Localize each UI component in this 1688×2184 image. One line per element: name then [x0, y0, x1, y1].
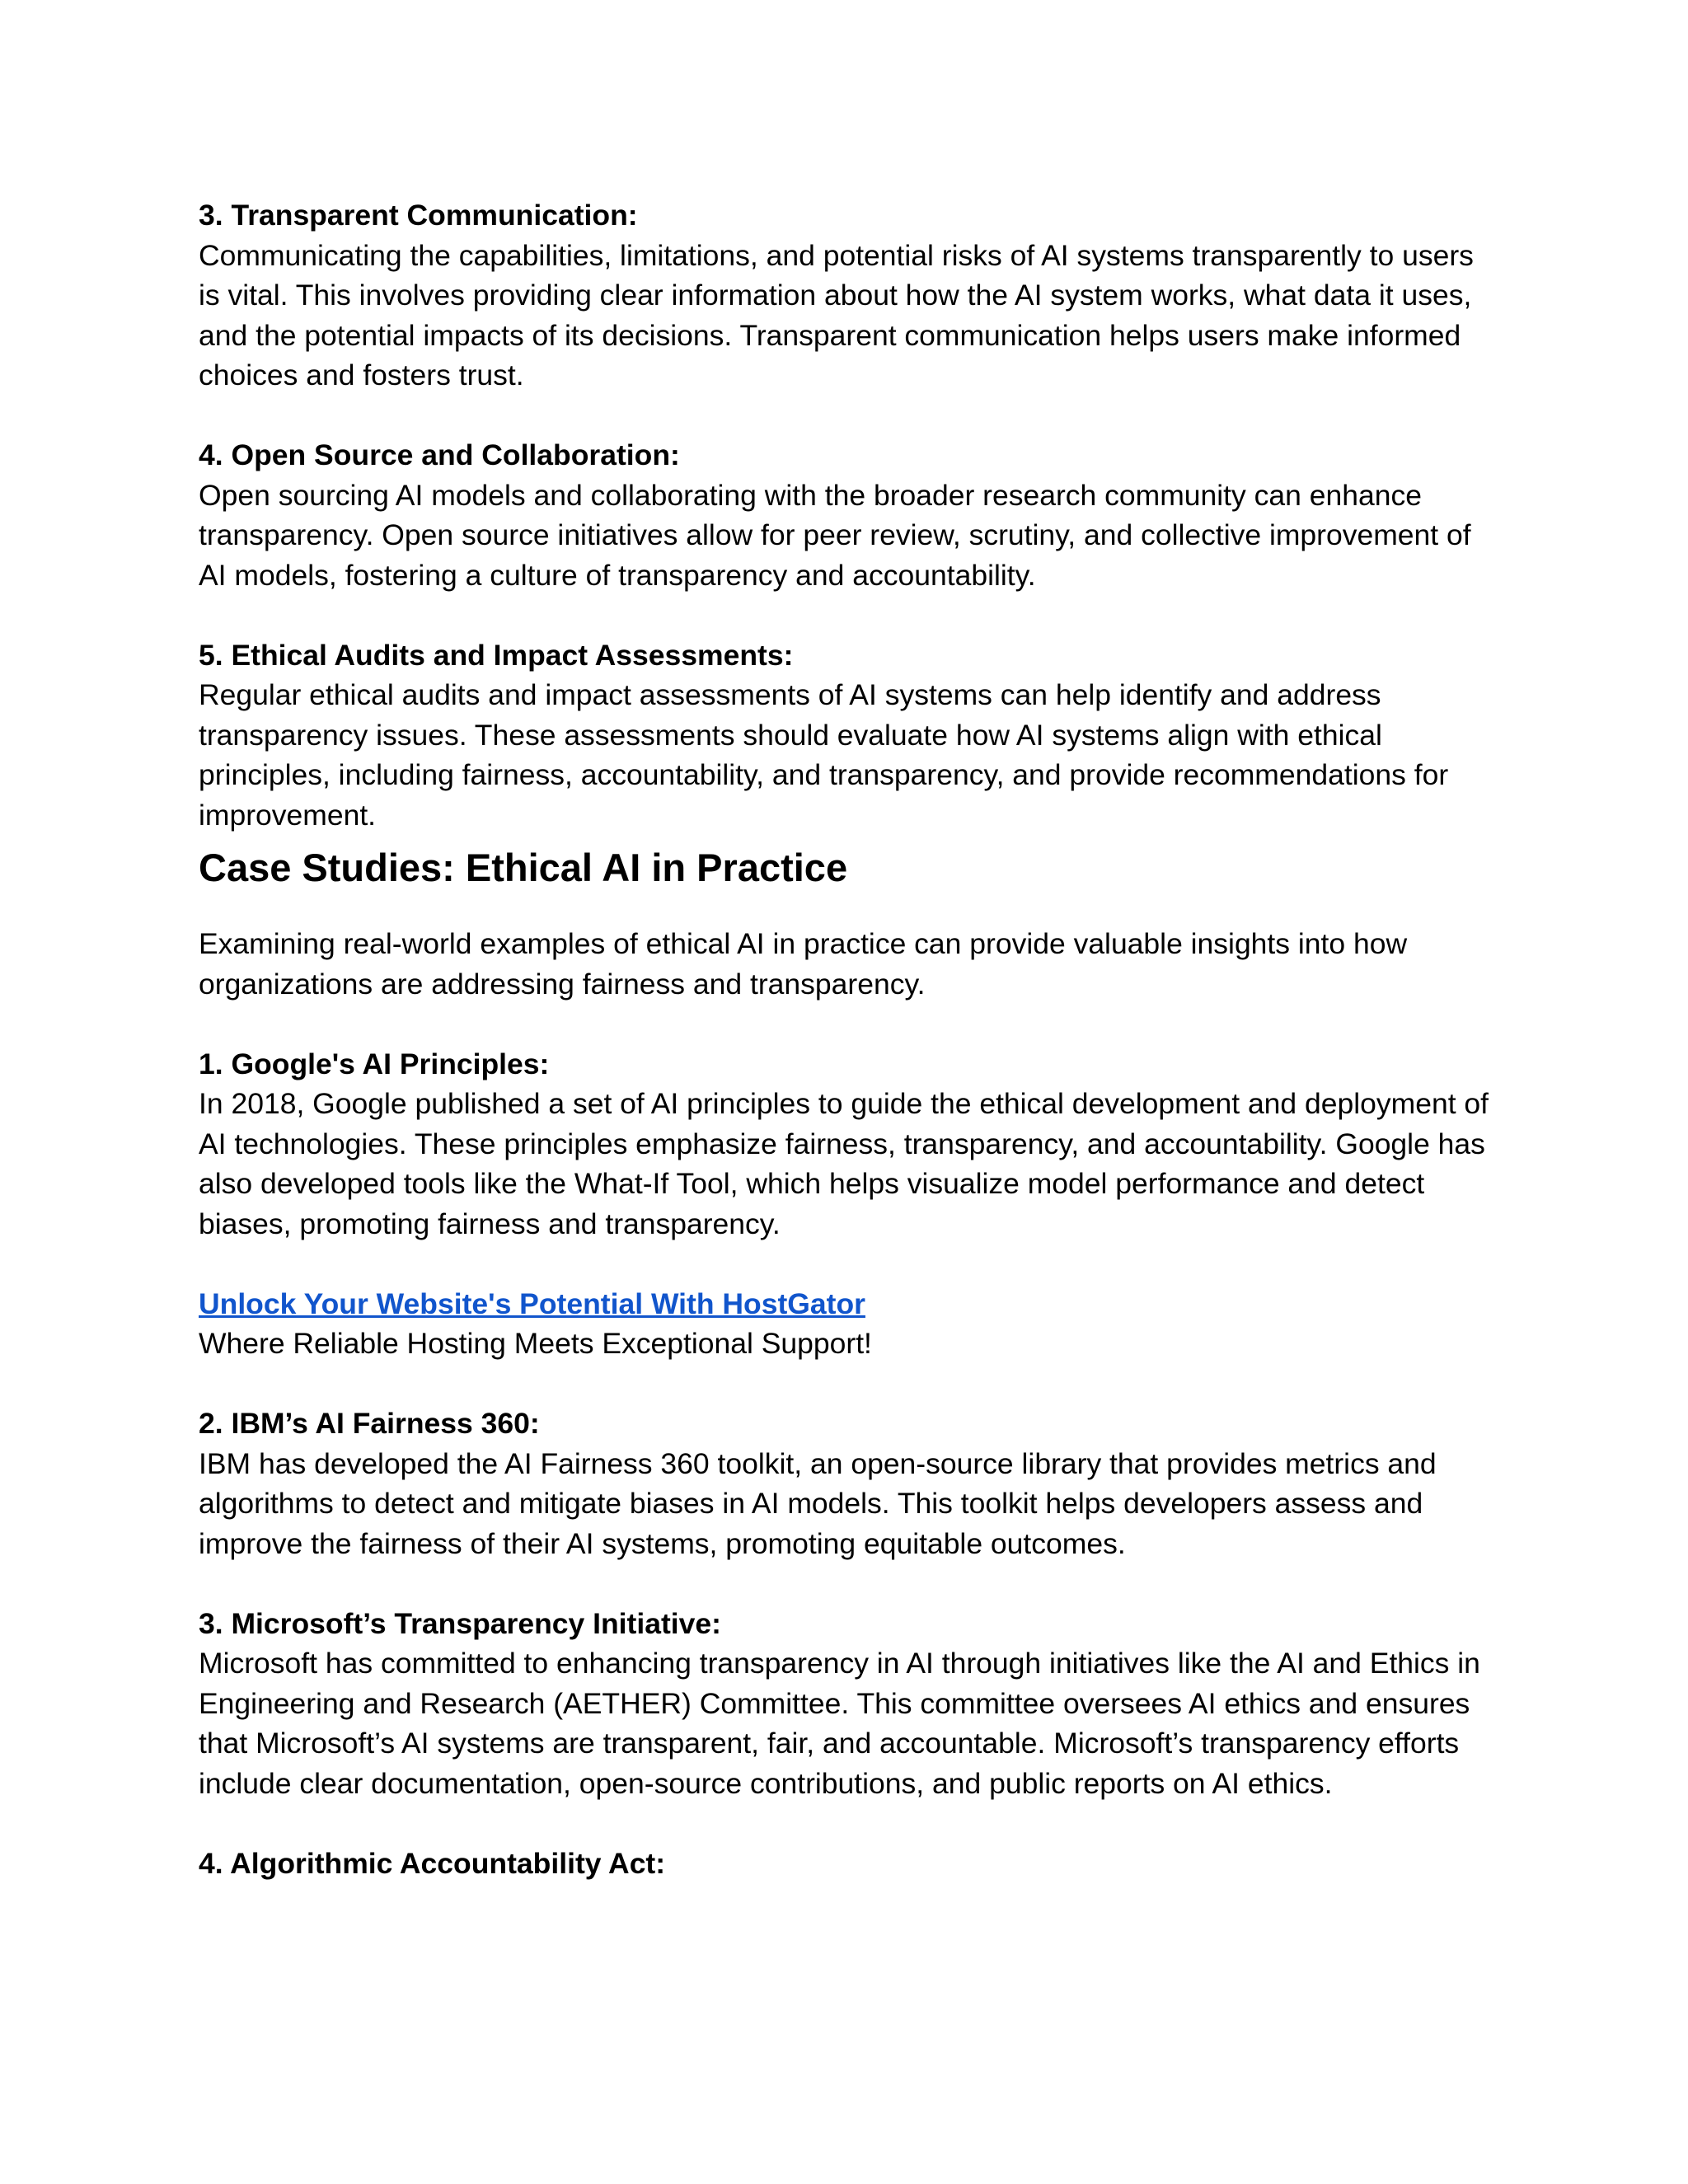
promo-tagline: Where Reliable Hosting Meets Exceptional Support!: [199, 1327, 872, 1360]
paragraph-gap: [199, 1364, 1501, 1404]
case-studies-title: Case Studies: Ethical AI in Practice: [199, 846, 848, 889]
paragraph-gap: [199, 1563, 1501, 1604]
case-microsoft: [199, 1604, 1501, 1804]
paragraph-gap: [199, 1244, 1501, 1284]
case-studies-intro: Examining real-world examples of ethical AI in practice can provide valuable insights into how organizations are addressing fairness and transparency.: [199, 927, 1408, 1001]
case-google: [199, 1044, 1501, 1244]
case-algorithmic-accountability: [199, 1844, 1501, 1884]
section-heading: 4. Open Source and Collaboration:: [199, 438, 680, 471]
section-heading: 5. Ethical Audits and Impact Assessments:: [199, 638, 794, 672]
section-ethical-audits: [199, 635, 1501, 836]
section-heading: 3. Transparent Communication:: [199, 199, 638, 232]
section-body: Open sourcing AI models and collaborating with the broader research community can enhance transparency. Open source initiatives allow for peer review, scrutiny, and collective improvement of AI models, fostering a culture of transparency and accountability.: [199, 478, 1471, 592]
section-body: Communicating the capabilities, limitations, and potential risks of AI systems transparently to users is vital. This involves providing clear information about how the AI system works, what data it uses, and the potential impacts of its decisions. Transparent communication helps users make informed choices and fosters trust.: [199, 238, 1474, 391]
paragraph-gap: [199, 396, 1501, 436]
section-body: Regular ethical audits and impact assessments of AI systems can help identify and address transparency issues. These assessments should evaluate how AI systems align with ethical principles, including fairness, accountability, and transparency, and provide recommendations for improvement.: [199, 678, 1449, 832]
paragraph-gap: [199, 1004, 1501, 1044]
promo-block: [199, 1284, 1501, 1364]
paragraph-gap: [199, 595, 1501, 635]
case-body: Microsoft has committed to enhancing transparency in AI through initiatives like the AI and Ethics in Engineering and Research (AETHER) Committee. This committee oversees AI ethics and ensures that Microsoft’s AI systems are transparent, fair, and accountable. Microsoft’s transparency efforts include clear documentation, open-source contributions, and public reports on AI ethics.: [199, 1647, 1480, 1800]
case-ibm: [199, 1404, 1501, 1563]
case-heading: 1. Google's AI Principles:: [199, 1047, 550, 1080]
section-transparent-communication: [199, 195, 1501, 396]
case-heading: 3. Microsoft’s Transparency Initiative:: [199, 1606, 721, 1640]
case-body: IBM has developed the AI Fairness 360 toolkit, an open-source library that provides metrics and algorithms to detect and mitigate biases in AI models. This toolkit helps developers assess and improve the fairness of their AI systems, promoting equitable outcomes.: [199, 1446, 1437, 1560]
case-heading: 4. Algorithmic Accountability Act:: [199, 1846, 666, 1880]
document-page: [199, 195, 1501, 1883]
section-open-source: [199, 435, 1501, 595]
case-heading: 2. IBM’s AI Fairness 360:: [199, 1407, 540, 1440]
case-body: In 2018, Google published a set of AI principles to guide the ethical development and deployment of AI technologies. These principles emphasize fairness, transparency, and accountability. Google has also developed tools like the What-If Tool, which helps visualize model performance and detect biases, promoting fairness and transparency.: [199, 1087, 1489, 1240]
hostgator-link[interactable]: Unlock Your Website's Potential With HostGator: [199, 1286, 865, 1320]
paragraph-gap: [199, 1803, 1501, 1844]
